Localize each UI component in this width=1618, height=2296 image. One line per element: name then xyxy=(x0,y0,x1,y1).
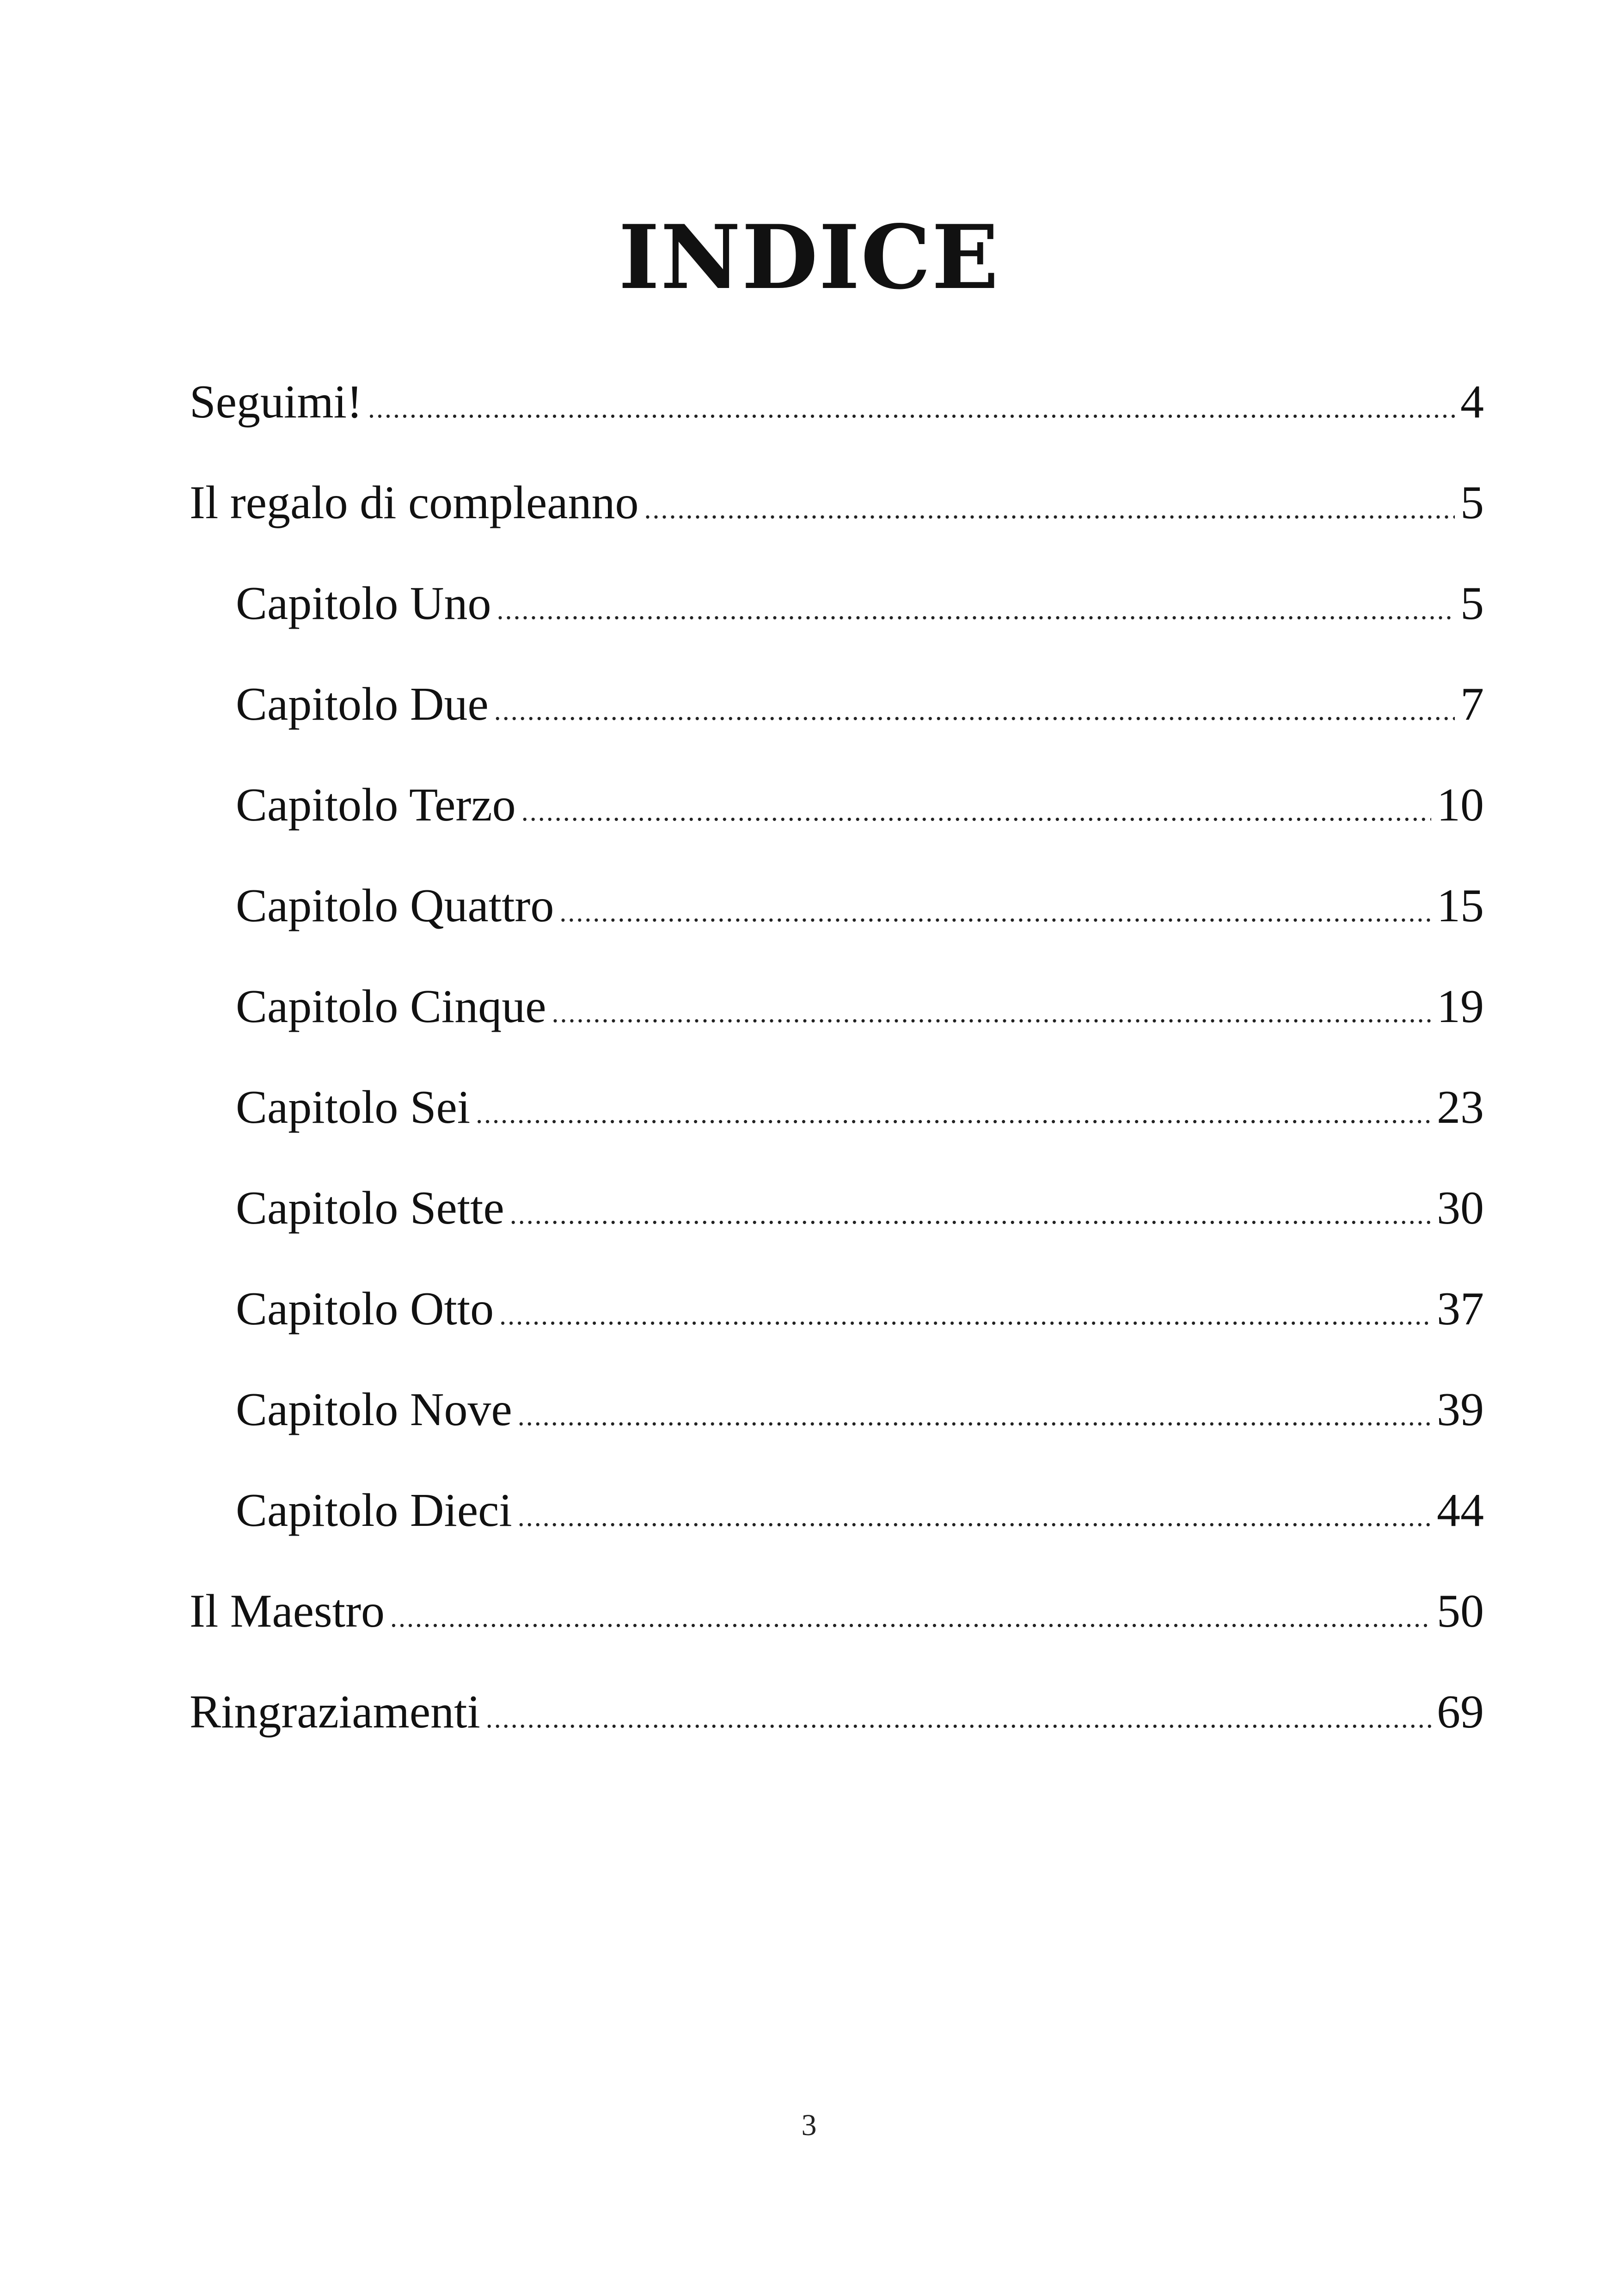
toc-entry-capitolo-quattro[interactable] xyxy=(190,874,1484,974)
page-number: 3 xyxy=(801,2108,817,2142)
toc-entry-capitolo-nove[interactable] xyxy=(190,1378,1484,1478)
toc-entry-label: Capitolo Sette xyxy=(236,1182,504,1234)
toc-entry-page: 19 xyxy=(1437,980,1484,1033)
toc-entry-label: Ringraziamenti xyxy=(190,1686,480,1738)
dot-leader xyxy=(476,1081,1431,1146)
dot-leader xyxy=(486,1686,1431,1751)
toc-entry-page: 4 xyxy=(1460,376,1484,428)
toc-entry-il-regalo-di-compleanno[interactable] xyxy=(190,471,1484,571)
toc-entry-label: Capitolo Terzo xyxy=(236,779,516,831)
dot-leader xyxy=(518,1384,1431,1448)
toc-entry-label: Il Maestro xyxy=(190,1585,385,1637)
toc-entry-capitolo-due[interactable] xyxy=(190,672,1484,773)
toc-entry-seguimi[interactable] xyxy=(190,370,1484,471)
toc-entry-label: Capitolo Uno xyxy=(236,577,491,630)
toc-entry-label: Capitolo Quattro xyxy=(236,880,554,932)
toc-entry-capitolo-otto[interactable] xyxy=(190,1277,1484,1378)
toc-entry-label: Capitolo Dieci xyxy=(236,1484,512,1537)
dot-leader xyxy=(390,1585,1431,1650)
toc-entry-page: 44 xyxy=(1437,1484,1484,1537)
toc-entry-label: Seguimi! xyxy=(190,376,362,428)
toc-entry-label: Capitolo Nove xyxy=(236,1384,512,1436)
toc-entry-page: 10 xyxy=(1437,779,1484,831)
toc-entry-ringraziamenti[interactable] xyxy=(190,1680,1484,1781)
toc-entry-capitolo-terzo[interactable] xyxy=(190,773,1484,874)
dot-leader xyxy=(499,1283,1431,1347)
toc-entry-label: Capitolo Sei xyxy=(236,1081,471,1133)
toc-entry-capitolo-cinque[interactable] xyxy=(190,974,1484,1075)
toc-entry-page: 37 xyxy=(1437,1283,1484,1335)
toc-entry-label: Capitolo Due xyxy=(236,678,489,730)
toc-entry-capitolo-uno[interactable] xyxy=(190,571,1484,672)
toc-entry-page: 5 xyxy=(1460,577,1484,630)
dot-leader xyxy=(496,577,1455,642)
dot-leader xyxy=(552,980,1431,1045)
dot-leader xyxy=(494,678,1455,743)
dot-leader xyxy=(518,1484,1431,1549)
dot-leader xyxy=(510,1182,1431,1247)
toc-entry-page: 5 xyxy=(1460,477,1484,529)
toc-entry-capitolo-dieci[interactable] xyxy=(190,1478,1484,1579)
dot-leader xyxy=(368,376,1455,441)
toc-entry-label: Il regalo di compleanno xyxy=(190,477,639,529)
toc-entry-page: 15 xyxy=(1437,880,1484,932)
dot-leader xyxy=(644,477,1455,541)
toc-entry-label: Capitolo Cinque xyxy=(236,980,546,1033)
page-title: INDICE xyxy=(618,206,1000,309)
dot-leader xyxy=(521,779,1431,844)
toc-entry-page: 23 xyxy=(1437,1081,1484,1133)
dot-leader xyxy=(559,880,1431,944)
toc-entry-page: 7 xyxy=(1460,678,1484,730)
toc-entry-page: 50 xyxy=(1437,1585,1484,1637)
toc-entry-page: 30 xyxy=(1437,1182,1484,1234)
toc-entry-label: Capitolo Otto xyxy=(236,1283,494,1335)
table-of-contents xyxy=(190,370,1484,1781)
toc-entry-page: 39 xyxy=(1437,1384,1484,1436)
toc-entry-capitolo-sette[interactable] xyxy=(190,1176,1484,1277)
toc-entry-capitolo-sei[interactable] xyxy=(190,1075,1484,1176)
toc-entry-il-maestro[interactable] xyxy=(190,1579,1484,1680)
toc-entry-page: 69 xyxy=(1437,1686,1484,1738)
